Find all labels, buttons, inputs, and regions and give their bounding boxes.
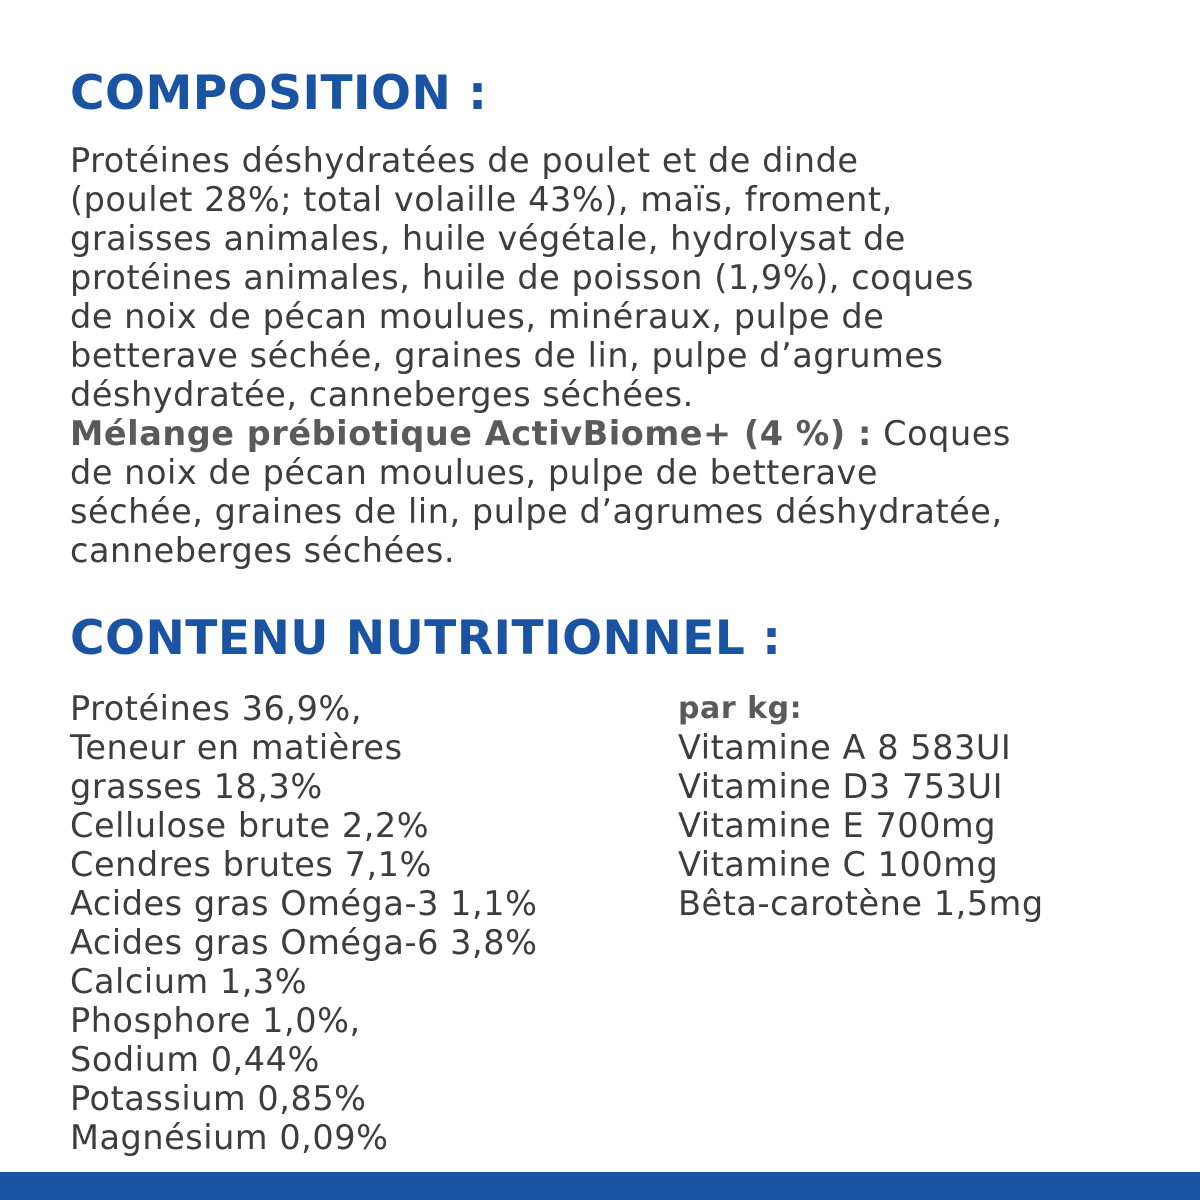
composition-line: protéines animales, huile de poisson (1,9%), coques: [70, 258, 974, 297]
nutrient-item: Cendres brutes 7,1%: [70, 845, 432, 884]
composition-line: Protéines déshydratées de poulet et de dinde: [70, 141, 859, 180]
vitamin-item: Vitamine D3 753UI: [678, 767, 1004, 806]
footer-bar: [0, 1172, 1200, 1200]
prebiotic-line: [70, 414, 1150, 453]
nutrient-item: Phosphore 1,0%,: [70, 1001, 361, 1040]
nutrient-item: Teneur en matières: [70, 728, 403, 767]
nutrient-item: Magnésium 0,09%: [70, 1118, 389, 1157]
nutrient-item: Cellulose brute 2,2%: [70, 806, 430, 845]
nutrition-heading: CONTENU NUTRITIONNEL :: [70, 611, 782, 666]
composition-line: déshydratée, canneberges séchées.: [70, 375, 694, 414]
nutrient-item: Acides gras Oméga-6 3,8%: [70, 923, 538, 962]
vitamin-item: Vitamine C 100mg: [678, 845, 999, 884]
composition-text: [70, 141, 1150, 570]
prebiotic-line: séchée, graines de lin, pulpe d’agrumes déshydratée,: [70, 492, 1003, 531]
vitamin-item: Vitamine A 8 583UI: [678, 728, 1012, 767]
nutrient-item: Sodium 0,44%: [70, 1040, 320, 1079]
composition-line: betterave séchée, graines de lin, pulpe d’agrumes: [70, 336, 944, 375]
nutrient-item: Acides gras Oméga-3 1,1%: [70, 884, 538, 923]
per-kg-label: par kg:: [678, 691, 803, 726]
composition-line: (poulet 28%; total volaille 43%), maïs, froment,: [70, 180, 893, 219]
composition-line: de noix de pécan moulues, minéraux, pulpe de: [70, 297, 885, 336]
vitamin-item: Bêta-carotène 1,5mg: [678, 884, 1044, 923]
nutrient-list: [70, 689, 537, 1157]
prebiotic-label: Mélange prébiotique ActivBiome+ (4 %) :: [70, 414, 872, 453]
prebiotic-text: Coques: [871, 414, 1011, 453]
vitamin-item: Vitamine E 700mg: [678, 806, 997, 845]
nutrient-item: Potassium 0,85%: [70, 1079, 367, 1118]
nutrient-item: Calcium 1,3%: [70, 962, 308, 1001]
nutrient-item: Protéines 36,9%,: [70, 689, 363, 728]
prebiotic-line: de noix de pécan moulues, pulpe de betterave: [70, 453, 879, 492]
composition-heading: COMPOSITION :: [70, 66, 488, 121]
vitamin-list: [678, 689, 1044, 923]
prebiotic-line: canneberges séchées.: [70, 531, 456, 570]
composition-line: graisses animales, huile végétale, hydrolysat de: [70, 219, 906, 258]
nutrient-item: grasses 18,3%: [70, 767, 323, 806]
